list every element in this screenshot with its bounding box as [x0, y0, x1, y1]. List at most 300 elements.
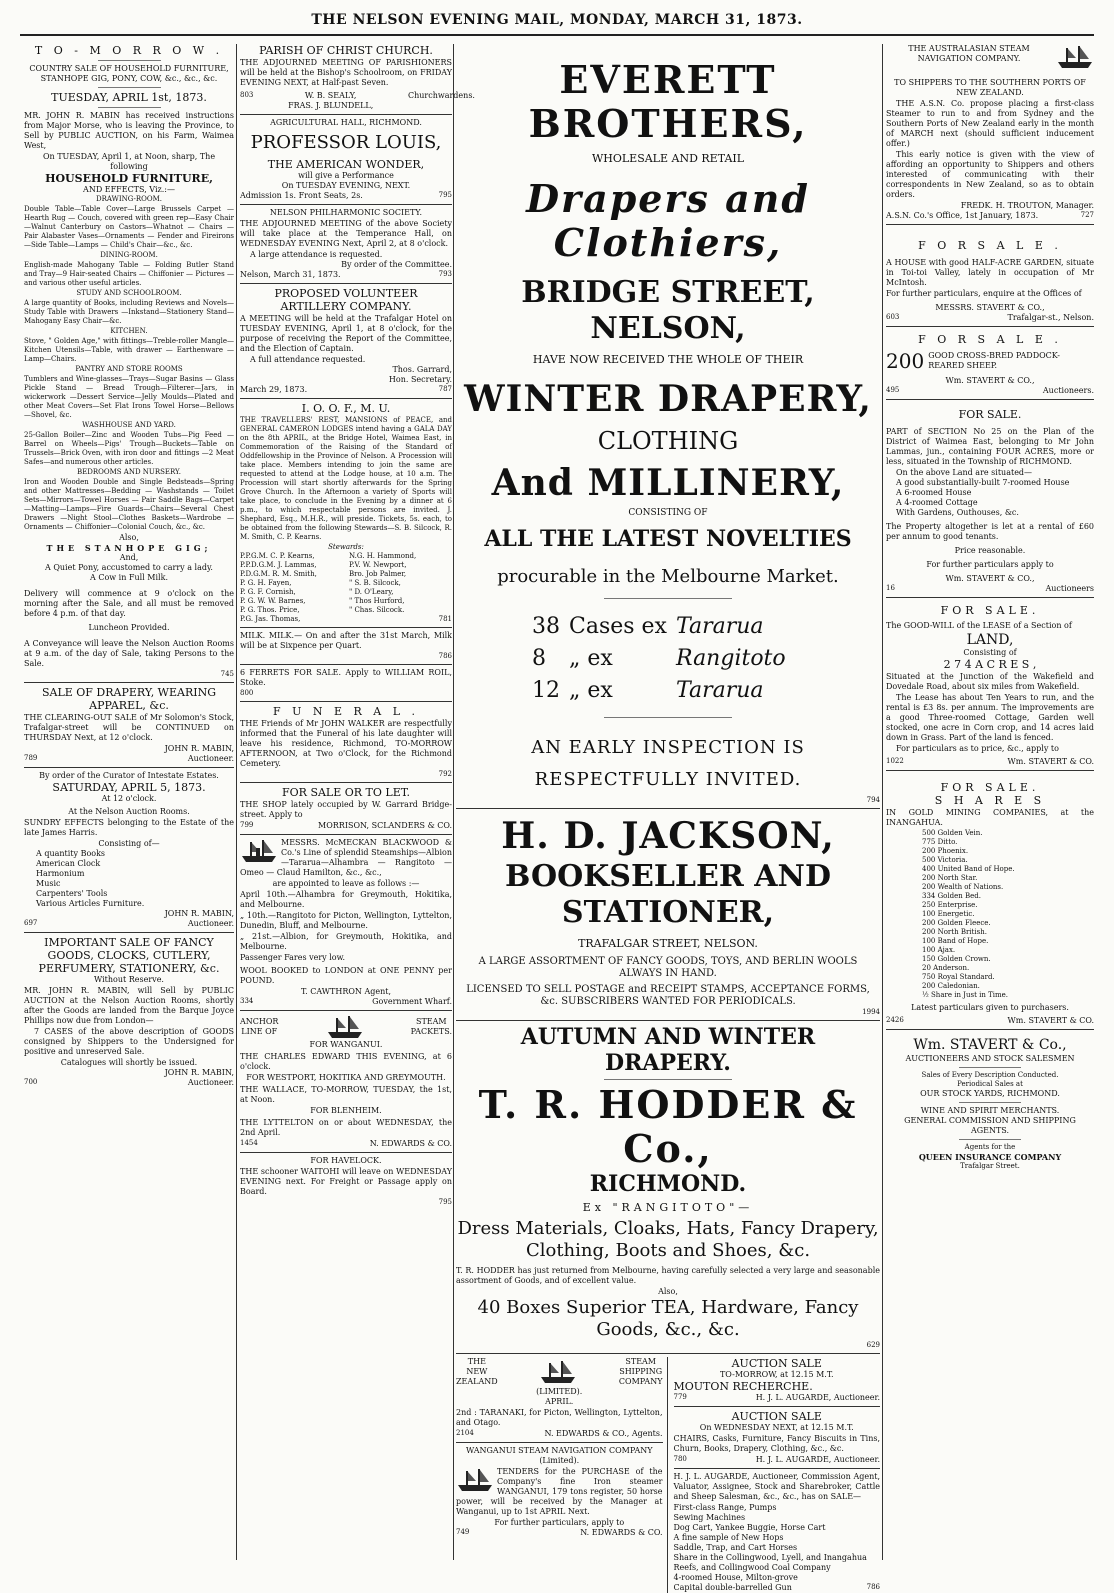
parish-heading: PARISH OF CHRIST CHURCH.	[259, 44, 433, 57]
auctioneer-title: Auctioneer.	[187, 754, 234, 763]
stanhope-gig: THE STANHOPE GIG;	[46, 543, 212, 553]
consisting-of: Consisting of—	[98, 839, 160, 848]
also-label: Also,	[119, 533, 139, 542]
appointed: are appointed to leave as follows :—	[272, 879, 420, 888]
american-wonder: THE AMERICAN WONDER,	[267, 158, 425, 171]
performance: will give a Performance	[298, 171, 394, 180]
hodder-returned: T. R. HODDER has just returned from Melbourne, having carefully selected a very large and seasonable assortment of Goods, and of excellent value.	[456, 1266, 880, 1285]
without-reserve: Without Reserve.	[94, 975, 164, 984]
fs3-item: A 6-roomed House	[896, 488, 972, 497]
column-divider	[882, 44, 883, 1560]
ad-number: 1994	[862, 1008, 880, 1016]
sundry-item: Various Articles Furniture.	[36, 899, 145, 908]
steamship-icon	[1056, 44, 1094, 70]
section-for-sale: PART of SECTION No 25 on the Plan of the District of Waimea East, belonging to Mr John Lammas, jun., containing FOUR ACRES, more or less, situated in the Township of RICHMOND.	[886, 427, 1094, 466]
ad-number: 792	[438, 770, 452, 778]
cawthron: T. CAWTHRON Agent,	[300, 987, 392, 996]
hodder-richmond: RICHMOND.	[589, 1171, 747, 1197]
sundry-item: Harmonium	[36, 869, 85, 878]
augarde-item: 4-roomed House, Milton-grove	[673, 1573, 798, 1582]
nz-shipping-header	[456, 1357, 663, 1387]
also-label: Also,	[658, 1287, 678, 1296]
sheep-count: 200	[886, 349, 925, 373]
steward: " Chas. Silcock.	[349, 606, 405, 614]
drapery-sale-title: SALE OF DRAPERY, WEARING APPAREL, &c.	[41, 686, 217, 712]
latest-particulars: Latest particulars given to purchasers.	[911, 1003, 1069, 1012]
share-item: 334 Golden Bed.	[922, 892, 981, 900]
ad-number: 495	[886, 386, 900, 394]
waitohi: THE schooner WAITOHI will leave on WEDNESDAY EVENING next. For Freight or Passage apply on Board.	[240, 1167, 452, 1196]
volunteer-notice: A MEETING will be held at the Trafalgar Hotel on TUESDAY EVENING, April 1, at 8 o'clock, for the purpose of receiving the Report of the Committee, and the Election of Captain.	[240, 314, 452, 353]
important-sale-text: MR. JOHN R. MABIN, will Sell by PUBLIC AUCTION at the Nelson Auction Rooms, shortly after the Goods are landed from the Barque Joyce Phillips now due from London—	[24, 986, 234, 1025]
room-items: A large quantity of Books, including Reviews and Novels—Study Table with Drawers —Inkstand—Stationery Stand—Mahogany Easy Chair—&c.	[24, 299, 234, 325]
ad-number: 1022	[886, 757, 904, 765]
augarde-item: Capital double-barrelled Gun	[673, 1583, 792, 1592]
volunteer-heading: PROPOSED VOLUNTEER ARTILLERY COMPANY.	[274, 287, 418, 313]
parish-signatory: W. B. SEALY,	[304, 91, 357, 100]
ad-number: 780	[673, 1455, 687, 1463]
wsn-tenders	[456, 1467, 663, 1517]
share-item: 200 Phoenix.	[922, 847, 969, 855]
steward: P. G. Thos. Price,	[240, 606, 300, 614]
auction-sale-when: On WEDNESDAY NEXT, at 12.15 M.T.	[699, 1423, 854, 1432]
volunteer-signatory: Thos. Garrard,	[392, 365, 452, 374]
ad-number: 629	[866, 1341, 880, 1349]
share-item: 500 Victoria.	[922, 856, 968, 864]
and-label: And,	[119, 553, 139, 562]
share-item: 200 Caledonian.	[922, 982, 980, 990]
ex-rangitoto: Ex "RANGITOTO"—	[582, 1201, 754, 1214]
for-sale-heading: FOR SALE.	[940, 604, 1040, 617]
sundry-item: A quantity Books	[36, 849, 106, 858]
ad-number: 727	[1080, 211, 1094, 219]
sale-when: On TUESDAY, April 1, at Noon, sharp, The following	[42, 152, 216, 171]
steward: " Thos Hurford,	[349, 597, 405, 605]
nz-label: ZEALAND	[456, 1377, 498, 1386]
share-item: 20 Anderson.	[922, 964, 970, 972]
licensed: LICENSED TO SELL POSTAGE and RECEIPT STAMPS, ACCEPTANCE FORMS, &c. SUBSCRIBERS WANTED FOR PERIODICALS.	[466, 984, 870, 1007]
important-sale-title: IMPORTANT SALE OF FANCY GOODS, CLOCKS, CUTLERY, PERFUMERY, STATIONERY, &c.	[38, 936, 220, 975]
augarde-on-sale: H. J. L. AUGARDE, Auctioneer, Commission Agent, Valuator, Assignee, Stock and Sharebroker, Cattle and Sheep Salesman, &c., &c., has on SALE—	[673, 1472, 880, 1501]
cow: A Cow in Full Milk.	[90, 573, 168, 582]
admission: Admission 1s. Front Seats, 2s.	[240, 191, 363, 200]
ad-number: 603	[886, 313, 900, 321]
share-item: 250 Enterprise.	[922, 901, 978, 909]
steward: P. G. F. Cornish,	[240, 588, 296, 596]
stavert-title: Auctioneers.	[1042, 386, 1094, 395]
stavert-salesmen: AUCTIONEERS AND STOCK SALESMEN	[905, 1054, 1075, 1063]
auction-sale-heading: AUCTION SALE	[731, 1357, 822, 1370]
steamship-icon	[326, 1014, 364, 1040]
pony: A Quiet Pony, accustomed to carry a lady.	[45, 563, 213, 572]
chairs-casks: CHAIRS, Casks, Furniture, Fancy Biscuits in Tins, Churn, Books, Drapery, Clothing, &c., &c.	[673, 1434, 880, 1453]
ad-number: 697	[24, 919, 38, 927]
volunteer-attendance: A full attendance requested.	[250, 355, 366, 364]
ad-number: 781	[438, 615, 452, 623]
trafalgar-street: TRAFALGAR STREET, NELSON.	[578, 937, 758, 950]
wsn-heading: WANGANUI STEAM NAVIGATION COMPANY (Limited).	[465, 1446, 653, 1465]
stavert-signatory: Wm. STAVERT & CO.	[1007, 757, 1094, 766]
sundry-item: American Clock	[36, 859, 101, 868]
share-item: 750 Royal Standard.	[922, 973, 995, 981]
wholesale-retail: WHOLESALE AND RETAIL	[591, 152, 745, 165]
ad-number: 16	[886, 584, 895, 592]
fs3-price: Price reasonable.	[954, 546, 1026, 555]
room-name: DINING-ROOM.	[100, 251, 158, 259]
philharmonic-heading: NELSON PHILHARMONIC SOCIETY.	[269, 208, 423, 217]
case-ex: Cases ex	[569, 614, 667, 639]
auctioneer-name: JOHN R. MABIN,	[164, 909, 234, 918]
room-items: Double Table—Table Cover—Large Brussels Carpet — Hearth Rug — Couch, covered with green rep—Easy Chair—Walnut Canterbury on Castors—Whatnot — Chairs — Pair Alabaster Vases—Ornaments — Fender and Fireirons—Side Table—Lamps — Child's Chair—&c., &c.	[24, 205, 234, 249]
sundry-item: Music	[36, 879, 61, 888]
goodwill-lease: The GOOD-WILL of the LEASE of a Section of	[886, 621, 1072, 630]
nz-label: THE	[467, 1357, 486, 1366]
ad-number: 793	[438, 270, 452, 278]
philharmonic-attendance: A large attendance is requested.	[250, 250, 383, 259]
anchor-label: LINE OF	[241, 1027, 278, 1036]
case-ex: „ ex	[569, 678, 613, 703]
steamship-icon	[456, 1467, 494, 1493]
case-ship: Tararua	[676, 678, 764, 703]
share-list	[886, 829, 1094, 1000]
delivery: Delivery will commence at 9 o'clock on the morning after the Sale, and all must be removed before 4 p.m. of that day.	[24, 589, 234, 618]
asn-notice-2: This early notice is given with the view of affording an opportunity to Shippers and others interested of communicating with their correspondents in New Zealand, so as to obtain orders.	[886, 150, 1094, 199]
country-sale-title: COUNTRY SALE OF HOUSEHOLD FURNITURE, STANHOPE GIG, PONY, COW, &c., &c., &c.	[29, 64, 229, 83]
auctioneer-title: Auctioneer.	[187, 1078, 234, 1087]
agents-for: Agents for the	[964, 1143, 1016, 1151]
for-sale-heading: FOR SALE.	[958, 408, 1022, 421]
augarde-item: Share in the Collingwood, Lyell, and Inangahua Reefs, and Collingwood Coal Company	[673, 1553, 867, 1572]
melbourne-market: procurable in the Melbourne Market.	[497, 566, 839, 587]
steward: Bro. Job Palmer,	[349, 570, 407, 578]
household-furniture: HOUSEHOLD FURNITURE,	[45, 172, 213, 185]
share-item: 400 United Band of Hope.	[922, 865, 1015, 873]
ad-number: 1454	[240, 1139, 258, 1147]
auctioneer-name: JOHN R. MABIN,	[164, 744, 234, 753]
auction-rooms: At the Nelson Auction Rooms.	[68, 807, 190, 816]
gold-mining: IN GOLD MINING COMPANIES, at the INANGAHUA.	[886, 808, 1094, 827]
ad-number: 800	[240, 689, 254, 697]
wharf: Government Wharf.	[372, 997, 452, 1006]
case-ship: Tararua	[676, 614, 764, 639]
ad-number: 334	[240, 997, 254, 1005]
nz-label: COMPANY	[618, 1377, 663, 1386]
for-havelock: FOR HAVELOCK.	[310, 1156, 382, 1165]
steward: P.V. W. Newport,	[349, 561, 407, 569]
asn-header	[886, 44, 1094, 70]
bridge-street: BRIDGE STREET, NELSON,	[521, 275, 815, 346]
lyttelton: THE LYTTELTON on or about WEDNESDAY, the 2nd April.	[240, 1118, 452, 1137]
ad-number: 745	[220, 670, 234, 678]
ad-number: 700	[24, 1078, 38, 1086]
limited: (LIMITED).	[536, 1387, 583, 1396]
wallace: THE WALLACE, TO-MORROW, TUESDAY, the 1st, at Noon.	[240, 1085, 452, 1104]
fares: Passenger Fares very low.	[240, 953, 346, 962]
room-name: DRAWING-ROOM.	[96, 195, 162, 203]
jackson-name: H. D. JACKSON,	[501, 815, 835, 857]
acres: 2 7 4 A C R E S ,	[943, 658, 1037, 671]
ad-number: 2426	[886, 1016, 904, 1024]
asn-office: A.S.N. Co.'s Office, 1st January, 1873.	[886, 211, 1039, 220]
volunteer-signatory-title: Hon. Secretary.	[388, 375, 452, 384]
sundry-items	[24, 849, 234, 909]
sale-intro: MR. JOHN R. MABIN has received instructions from Major Morse, who is leaving the Province, to Sell by PUBLIC AUCTION, on his Farm, Waimea West,	[24, 111, 234, 150]
tea-boxes: 40 Boxes Superior TEA, Hardware, Fancy Goods, &c., &c.	[477, 1297, 859, 1340]
edwards: N. EDWARDS & CO.	[369, 1139, 452, 1148]
fs4-further: For particulars as to price, &c., apply to	[896, 744, 1059, 753]
stewards-heading: Stewards:	[328, 543, 364, 551]
ad-number: 2104	[456, 1429, 474, 1437]
share-item: 200 Wealth of Nations.	[922, 883, 1004, 891]
share-item: ½ Share in Just in Time.	[922, 991, 1009, 999]
shop-notice: THE SHOP lately occupied by W. Garrard Bridge-street. Apply to	[240, 800, 452, 819]
land-situated: Situated at the Junction of the Wakefield and Dovedale Road, about six miles from Wakefield.	[886, 672, 1094, 691]
room-items: Tumblers and Wine-glasses—Trays—Sugar Basins — Glass Pickle Stand — Bread Trough—Filterer—Jars, in wickerwork —Dessert Service—Jelly Moulds—Plated and other Meat Covers—Set Flat Irons Towel Horse—Bellows—Shovel, &c.	[24, 375, 234, 419]
house-for-sale: A HOUSE with good HALF-ACRE GARDEN, situate in Toi-toi Valley, lately in occupation of Mr McIntosh.	[886, 258, 1094, 287]
land-consisting: Consisting of	[963, 648, 1017, 657]
room-list	[24, 195, 234, 532]
nz-label: NEW	[466, 1367, 488, 1376]
ad-number: 787	[438, 385, 452, 393]
curator-order: By order of the Curator of Intestate Estates.	[39, 771, 219, 780]
agri-hall: AGRICULTURAL HALL, RICHMOND.	[270, 118, 422, 127]
saturday-date: SATURDAY, APRIL 5, 1873.	[52, 781, 206, 794]
steward: " S. B. Silcock,	[349, 579, 401, 587]
fs3-item: A good substantially-built 7-roomed House	[896, 478, 1070, 487]
commission-agents: GENERAL COMMISSION AND SHIPPING AGENTS.	[904, 1116, 1076, 1135]
steward: P. G. W. W. Barnes,	[240, 597, 306, 605]
masthead-rule	[20, 34, 1094, 36]
auction-sale-when: TO-MORROW, at 12.15 M.T.	[719, 1370, 834, 1379]
drapery-sale-text: THE CLEARING-OUT SALE of Mr Solomon's Stock, Trafalgar-street will be CONTINUED on THURSDAY Next, at 12 o'clock.	[24, 713, 234, 742]
share-item: 500 Golden Vein.	[922, 829, 983, 837]
ad-number: 795	[438, 1198, 452, 1206]
stavert-company: Wm. STAVERT & Co.,	[913, 1037, 1067, 1053]
wine-merchants: WINE AND SPIRIT MERCHANTS.	[920, 1106, 1060, 1115]
sailing: „ 10th.—Rangitoto for Picton, Wellington, Lyttelton, Dunedin, Bluff, and Melbourne.	[240, 911, 452, 930]
nz-label: SHIPPING	[619, 1367, 663, 1376]
parish-signatory-title: Churchwardens.	[407, 91, 475, 100]
case-count: 38	[532, 614, 560, 639]
sales-conducted: Sales of Every Description Conducted.	[921, 1071, 1059, 1079]
auction-sale-heading: AUCTION SALE	[731, 1410, 822, 1423]
augarde-item: Dog Cart, Yankee Buggie, Horse Cart	[673, 1523, 826, 1532]
ad-number: 786	[438, 652, 452, 660]
winter-drapery: WINTER DRAPERY,	[464, 378, 872, 420]
drapers-clothiers: Drapers and Clothiers,	[526, 176, 810, 265]
stock-yards: OUR STOCK YARDS, RICHMOND.	[920, 1089, 1060, 1098]
share-item: 100 Band of Hope.	[922, 937, 989, 945]
taranaki: 2nd : TARANAKI, for Picton, Wellington, Lyttelton, and Otago.	[456, 1408, 663, 1427]
room-name: BEDROOMS AND NURSERY.	[76, 468, 182, 476]
stavert-address: Trafalgar-st., Nelson.	[1007, 313, 1094, 322]
mcmeckan-text: MESSRS. McMECKAN BLACKWOOD & Co.'s Line of splendid Steamships—Albion—Tararua—Alhambra — Rangitoto — Omeo — Claud Hamilton, &c., &c.,	[240, 838, 452, 877]
clothing: CLOTHING	[597, 427, 739, 455]
asn-notice: THE A.S.N. Co. propose placing a first-class Steamer to run to and from Sydney and the Southern Ports of New Zealand early in the month of MARCH next (should sufficient inducement offer.)	[886, 99, 1094, 148]
sheep-description: GOOD CROSS-BRED PADDOCK-REARED SHEEP.	[928, 351, 1060, 370]
share-item: 100 Energetic.	[922, 910, 975, 918]
autumn-winter: AUTUMN AND WINTER DRAPERY.	[520, 1024, 816, 1076]
steamship-icon	[539, 1359, 577, 1385]
sundry-effects: SUNDRY EFFECTS belonging to the Estate of the late James Harris.	[24, 818, 234, 837]
share-item: 150 Golden Crown.	[922, 955, 991, 963]
case-ex: „ ex	[569, 646, 613, 671]
everett-brothers: EVERETT BROTHERS,	[528, 57, 808, 146]
tomorrow-heading: T O - M O R R O W .	[34, 44, 224, 57]
for-sale-heading: FOR SALE.	[940, 781, 1040, 794]
effects-heading: AND EFFECTS, Viz.:—	[83, 185, 175, 194]
for-blenheim: FOR BLENHEIM.	[310, 1106, 382, 1115]
lease-details: The Lease has about Ten Years to run, and the rental is £3 8s. per annum. The improvements are a good Three-roomed Cottage, Garden well stocked, one acre in Corn crop, and 14 acres laid down in Grass. Part of the land is fenced.	[886, 693, 1094, 742]
ad-number: 794	[866, 796, 880, 804]
augarde-item: A fine sample of New Hops	[673, 1533, 784, 1542]
wsn-further: For further particulars, apply to	[494, 1518, 625, 1527]
share-item: 200 North British.	[922, 928, 987, 936]
column-divider	[236, 44, 237, 1560]
share-item: 200 Golden Fleece.	[922, 919, 991, 927]
cases-list	[532, 611, 880, 707]
column-divider	[453, 44, 454, 1560]
bookseller: BOOKSELLER AND STATIONER,	[505, 859, 831, 930]
share-item: 100 Ajax.	[922, 946, 956, 954]
millinery: And MILLINERY,	[491, 462, 845, 504]
stavert-title: Auctioneers	[1045, 584, 1094, 593]
dress-materials: Dress Materials, Cloaks, Hats, Fancy Drapery, Clothing, Boots and Shoes, &c.	[457, 1218, 879, 1261]
anchor-label: ANCHOR	[240, 1017, 279, 1026]
column-4	[886, 44, 1094, 1560]
have-received: HAVE NOW RECEIVED THE WHOLE OF THEIR	[532, 353, 804, 366]
consisting-of: CONSISTING OF	[628, 508, 708, 518]
stavert-signatory: Wm. STAVERT & CO.,	[945, 376, 1035, 385]
philharmonic-notice: THE ADJOURNED MEETING of the above Society will take place at the Temperance Hall, on WEDNESDAY EVENING Next, April 2, at 8 o'clock.	[240, 219, 452, 248]
asn-heading: THE AUSTRALASIAN STEAM NAVIGATION COMPANY.	[908, 44, 1030, 63]
ad-number: 799	[240, 821, 254, 829]
stavert-signatory: Wm. STAVERT & CO.,	[945, 574, 1035, 583]
auctioneer-title: Auctioneer.	[187, 919, 234, 928]
room-name: PANTRY AND STORE ROOMS	[75, 365, 183, 373]
catalogues: Catalogues will shortly be issued.	[60, 1058, 198, 1067]
wool-notice: WOOL BOOKED to LONDON at ONE PENNY per POUND.	[240, 966, 452, 985]
sailing: „ 21st.—Albion, for Greymouth, Hokitika, and Melbourne.	[240, 932, 452, 951]
professor-louis: PROFESSOR LOUIS,	[250, 132, 442, 153]
nz-label: STEAM	[625, 1357, 656, 1366]
land-heading: LAND,	[966, 632, 1014, 648]
sailing: April 10th.—Alhambra for Greymouth, Hokitika, and Melbourne.	[240, 890, 452, 909]
augarde-item: Saddle, Trap, and Cart Horses	[673, 1543, 798, 1552]
room-name: KITCHEN.	[110, 327, 148, 335]
shares-heading: S H A R E S	[934, 794, 1046, 807]
share-item: 775 Ditto.	[922, 838, 958, 846]
room-items: English-made Mahogany Table — Folding Butler Stand and Tray—9 Hair-seated Chairs — Chiffonier — Pictures — and various other useful articles.	[24, 261, 234, 287]
steward: P.D.G.M. R. M. Smith,	[240, 570, 317, 578]
nz-agents: N. EDWARDS & CO., Agents.	[544, 1429, 663, 1438]
early-inspection: AN EARLY INSPECTION IS RESPECTFULLY INVITED.	[531, 737, 805, 790]
ioof-heading: I. O. O. F., M. U.	[301, 402, 391, 415]
room-name: STUDY AND SCHOOLROOM.	[76, 289, 182, 297]
philharmonic-order: By order of the Committee.	[341, 260, 452, 269]
share-item: 200 North Star.	[922, 874, 978, 882]
for-sale-heading: F O R S A L E .	[918, 239, 1062, 252]
ad-number: 803	[240, 91, 254, 99]
case-ship: Rangitoto	[676, 646, 786, 671]
fs3-item: A 4-roomed Cottage	[896, 498, 978, 507]
augarde-item: First-class Range, Pumps	[673, 1503, 777, 1512]
mcmeckan-notice	[240, 838, 452, 878]
for-sale-or-let: FOR SALE OR TO LET.	[282, 786, 410, 799]
stewards-table	[240, 552, 452, 624]
latest-novelties: ALL THE LATEST NOVELTIES	[484, 526, 852, 552]
asn-shippers: TO SHIPPERS TO THE SOUTHERN PORTS OF NEW ZEALAND.	[894, 78, 1086, 97]
fs1-further: For further particulars, enquire at the Offices of	[886, 289, 1082, 298]
room-items: Iron and Wooden Double and Single Bedsteads—Spring and other Mattresses—Bedding — Washstands — Toilet Sets—Mirrors—Towel Horses — Pair Saddle Bags—Carpet—Matting—Lamps—Fire Guards—Chairs—Several Chest Drawers —Night Stool—Clothes Baskets—Wardrobe — Ornaments — Chiffonier—Colonial Couch, &c., &c.	[24, 478, 234, 531]
ioof-notice: THE TRAVELLERS' REST, MANSIONS of PEACE, and GENERAL CAMERON LODGES intend having a GALA DAY on the 8th APRIL, at the Bridge Hotel, Waimea East, in Commemoration of the Raising of the Standard of Oddfellowship in the Province of Nelson. A Procession will take place. Members intending to join the same are requested to attend at the Lodge house, at 10 a.m. The Procession will start shortly afterwards for the Spring Grove Church. In the Afternoon a variety of Sports will take place, to conclude in the Evening by a dinner at 6 p.m., to which respectable persons are invited. J. Shephard, Esq., M.H.R., will preside. Tickets, 5s. each, to be obtained from the following Stewards—S. B. Silcock, R. M. Smith, C. P. Kearns.	[240, 416, 452, 541]
funeral-heading: F U N E R A L .	[272, 705, 420, 718]
luncheon: Luncheon Provided.	[88, 623, 170, 632]
anchor-label: PACKETS.	[410, 1027, 452, 1036]
fs3-item: With Gardens, Outhouses, &c.	[896, 508, 1019, 517]
sundry-item: Carpenters' Tools	[36, 889, 108, 898]
for-sale-heading: F O R S A L E .	[918, 333, 1062, 346]
ad-number: 795	[438, 191, 452, 199]
room-name: WASHHOUSE AND YARD.	[82, 421, 176, 429]
anchor-label: STEAM	[415, 1017, 447, 1026]
funeral-notice: THE Friends of Mr JOHN WALKER are respectfully informed that the Funeral of his late daughter will leave his residence, Richmond, TO-MORROW AFTERNOON, at Two o'Clock, for the Richmond Cemetery.	[240, 719, 452, 768]
periodical-sales: Periodical Sales at	[957, 1080, 1023, 1088]
fs3-further: For further particulars apply to	[926, 560, 1054, 569]
queen-insurance: QUEEN INSURANCE COMPANY	[918, 1152, 1062, 1162]
column-1	[24, 44, 234, 1560]
shop-signatory: MORRISON, SCLANDERS & CO.	[318, 821, 452, 830]
ferrets-notice: 6 FERRETS FOR SALE. Apply to WILLIAM ROIL, Stoke.	[240, 668, 452, 687]
ad-number: 749	[456, 1528, 470, 1536]
stavert-signatory: Wm. STAVERT & CO.	[1007, 1016, 1094, 1025]
ad-number: 789	[24, 754, 38, 762]
charles-edward: THE CHARLES EDWARD THIS EVENING, at 6 o'clock.	[240, 1052, 452, 1071]
room-items: 25-Gallon Boiler—Zinc and Wooden Tubs—Pig Feed — Barrel on Wheels—Pigs' Trough—Buckets—Table on Trussels—Brick Oven, with iron door and fittings —2 Meat Safes—and numerous other articles.	[24, 431, 234, 466]
for-wanganui: FOR WANGANUI.	[309, 1040, 383, 1049]
steward: P.P.D.G.M. J. Lammas,	[240, 561, 317, 569]
masthead: THE NELSON EVENING MAIL, MONDAY, MARCH 31, 1873.	[311, 12, 803, 28]
for-westport: FOR WESTPORT, HOKITIKA AND GREYMOUTH.	[246, 1073, 446, 1082]
steward: P.G. Jas. Thomas,	[240, 615, 301, 623]
fs3-items	[886, 478, 1094, 518]
ad-number: 786	[866, 1583, 880, 1591]
steward: P. G. H. Fayen,	[240, 579, 292, 587]
wsn-tenders-text: TENDERS for the PURCHASE of the Company's fine Iron steamer WANGANUI, 179 tons register, 50 horse power, will be received by the Manager at Wanganui, up to 1st APRIL Next.	[456, 1467, 663, 1516]
milk-notice: MILK. MILK.— On and after the 31st March, Milk will be at Sixpence per Quart.	[240, 631, 452, 650]
column-3	[456, 44, 880, 1592]
augarde-auctioneer: H. J. L. AUGARDE, Auctioneer.	[755, 1393, 880, 1402]
stavert-firm: MESSRS. STAVERT & CO.,	[935, 303, 1045, 312]
steward: " D. O'Leary,	[349, 588, 394, 596]
assortment: A LARGE ASSORTMENT OF FANCY GOODS, TOYS, AND BERLIN WOOLS ALWAYS IN HAND.	[478, 956, 858, 979]
wsn-signatory: N. EDWARDS & CO.	[580, 1528, 663, 1537]
augarde-item: Sewing Machines	[673, 1513, 746, 1522]
performance-date: On TUESDAY EVENING, NEXT.	[281, 181, 411, 190]
case-count: 12	[532, 678, 560, 703]
ad-number: 779	[673, 1393, 687, 1401]
augarde-auctioneer: H. J. L. AUGARDE, Auctioneer.	[755, 1455, 880, 1464]
saturday-time: At 12 o'clock.	[101, 794, 157, 803]
important-sale-text-2: 7 CASES of the above description of GOODS consigned by Shippers to the Undersigned for positive and unreserved Sale.	[24, 1027, 234, 1056]
april-heading: APRIL.	[545, 1397, 574, 1406]
philharmonic-date: Nelson, March 31, 1873.	[240, 270, 341, 279]
sale-date: TUESDAY, APRIL 1st, 1873.	[51, 91, 207, 104]
mouton-recherche: MOUTON RECHERCHE.	[673, 1380, 813, 1393]
steward: P.P.G.M. C. P. Kearns,	[240, 552, 315, 560]
volunteer-date: March 29, 1873.	[240, 385, 308, 394]
conveyance: A Conveyance will leave the Nelson Auction Rooms at 9 a.m. of the day of Sale, taking Persons to the Sale.	[24, 639, 234, 668]
